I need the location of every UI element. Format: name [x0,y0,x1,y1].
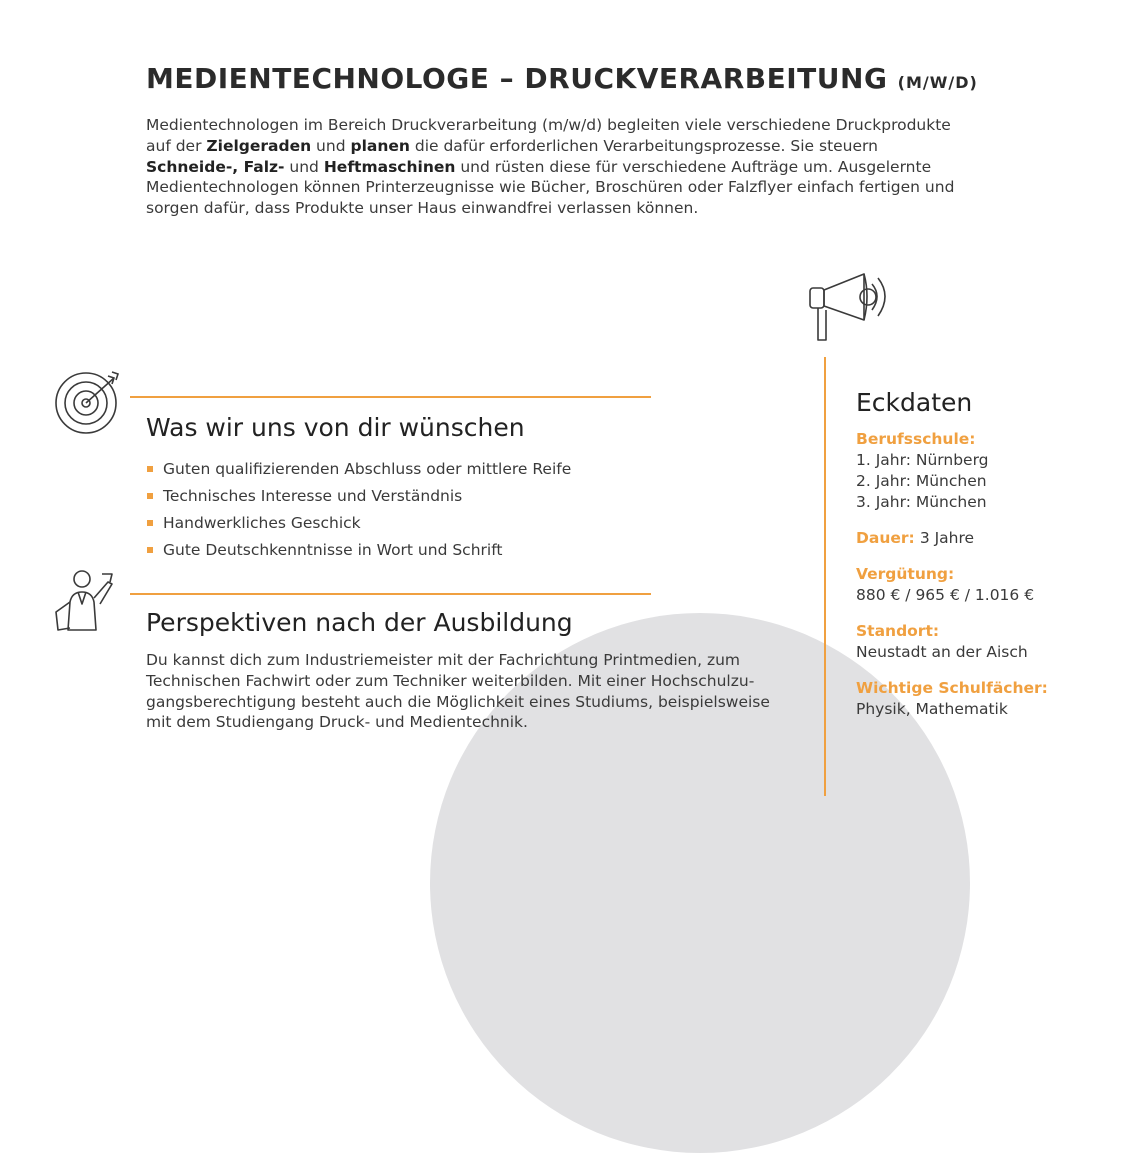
intro-text: und [284,157,324,176]
target-icon [52,368,124,436]
intro-text: und rüsten diese für verschiedene Aufträge um. Ausgelernte Medientechnologen können Printerzeugnisse wie Bücher, Broschüren oder Falzflyer einfach fertigen und sorgen dafür, dass Produkte unser Haus einwandfrei verlassen können. [146,157,955,218]
intro-bold: Heftmaschinen [323,157,456,176]
facts-heading: Eckdaten [856,388,973,417]
location-label: Standort: [856,622,940,640]
school-line: 3. Jahr: München [856,493,987,511]
pay-label: Vergütung: [856,565,955,583]
facts-school [856,429,1116,513]
location-value: Neustadt an der Aisch [856,643,1028,661]
list-item: Gute Deutschkenntnisse in Wort und Schrift [146,539,571,566]
facts-pay [856,564,1116,606]
megaphone-icon [806,266,902,346]
school-line: 2. Jahr: München [856,472,987,490]
title-suffix: (M/W/D) [897,73,978,92]
facts-location [856,621,1116,663]
intro-text: und [311,136,351,155]
page-title [146,62,978,95]
school-line: 1. Jahr: Nürnberg [856,451,989,469]
duration-value: 3 Jahre [919,529,975,547]
duration-label: Dauer: [856,529,915,547]
intro-bold: Schneide-, Falz- [146,157,285,176]
pay-value: 880 € / 965 € / 1.016 € [856,586,1035,604]
wishes-heading: Was wir uns von dir wünschen [146,413,525,442]
facts-panel [856,388,1116,735]
intro-text: Medientechnologen im Bereich Druckverarbeitung (m/w/d) begleiten viele verschiedene Druckprodukte auf der [146,116,951,155]
facts-duration [856,528,1116,549]
perspectives-heading: Perspektiven nach der Ausbildung [146,608,573,637]
intro-bold: Zielgeraden [206,136,312,155]
wishes-list [146,458,571,566]
subjects-value: Physik, Mathematik [856,700,1008,718]
list-item: Technisches Interesse und Verständnis [146,485,571,512]
facts-divider [824,357,826,796]
school-label: Berufsschule: [856,430,976,448]
subjects-label: Wichtige Schulfächer: [856,679,1048,697]
intro-paragraph [146,115,956,219]
list-item: Handwerkliches Geschick [146,512,571,539]
facts-subjects [856,678,1116,720]
divider-wishes [130,396,651,398]
intro-text: die dafür erforderlichen Verarbeitungsprozesse. Sie steuern [409,136,878,155]
list-item: Guten qualifizierenden Abschluss oder mittlere Reife [146,458,571,485]
divider-perspectives [130,593,651,595]
perspectives-paragraph: Du kannst dich zum Industriemeister mit der Fachrichtung Printmedien, zum Technischen Fachwirt oder zum Techniker weiterbilden. Mit einer Hochschulzugangsberechtigung besteht auch die Möglichkeit eines Studiums, beispielsweise mit dem Studiengang Druck- und Medientechnik. [146,651,770,732]
intro-bold: planen [350,136,410,155]
person-icon [50,568,118,636]
title-main: MEDIENTECHNOLOGE – DRUCKVERARBEITUNG [146,62,888,95]
